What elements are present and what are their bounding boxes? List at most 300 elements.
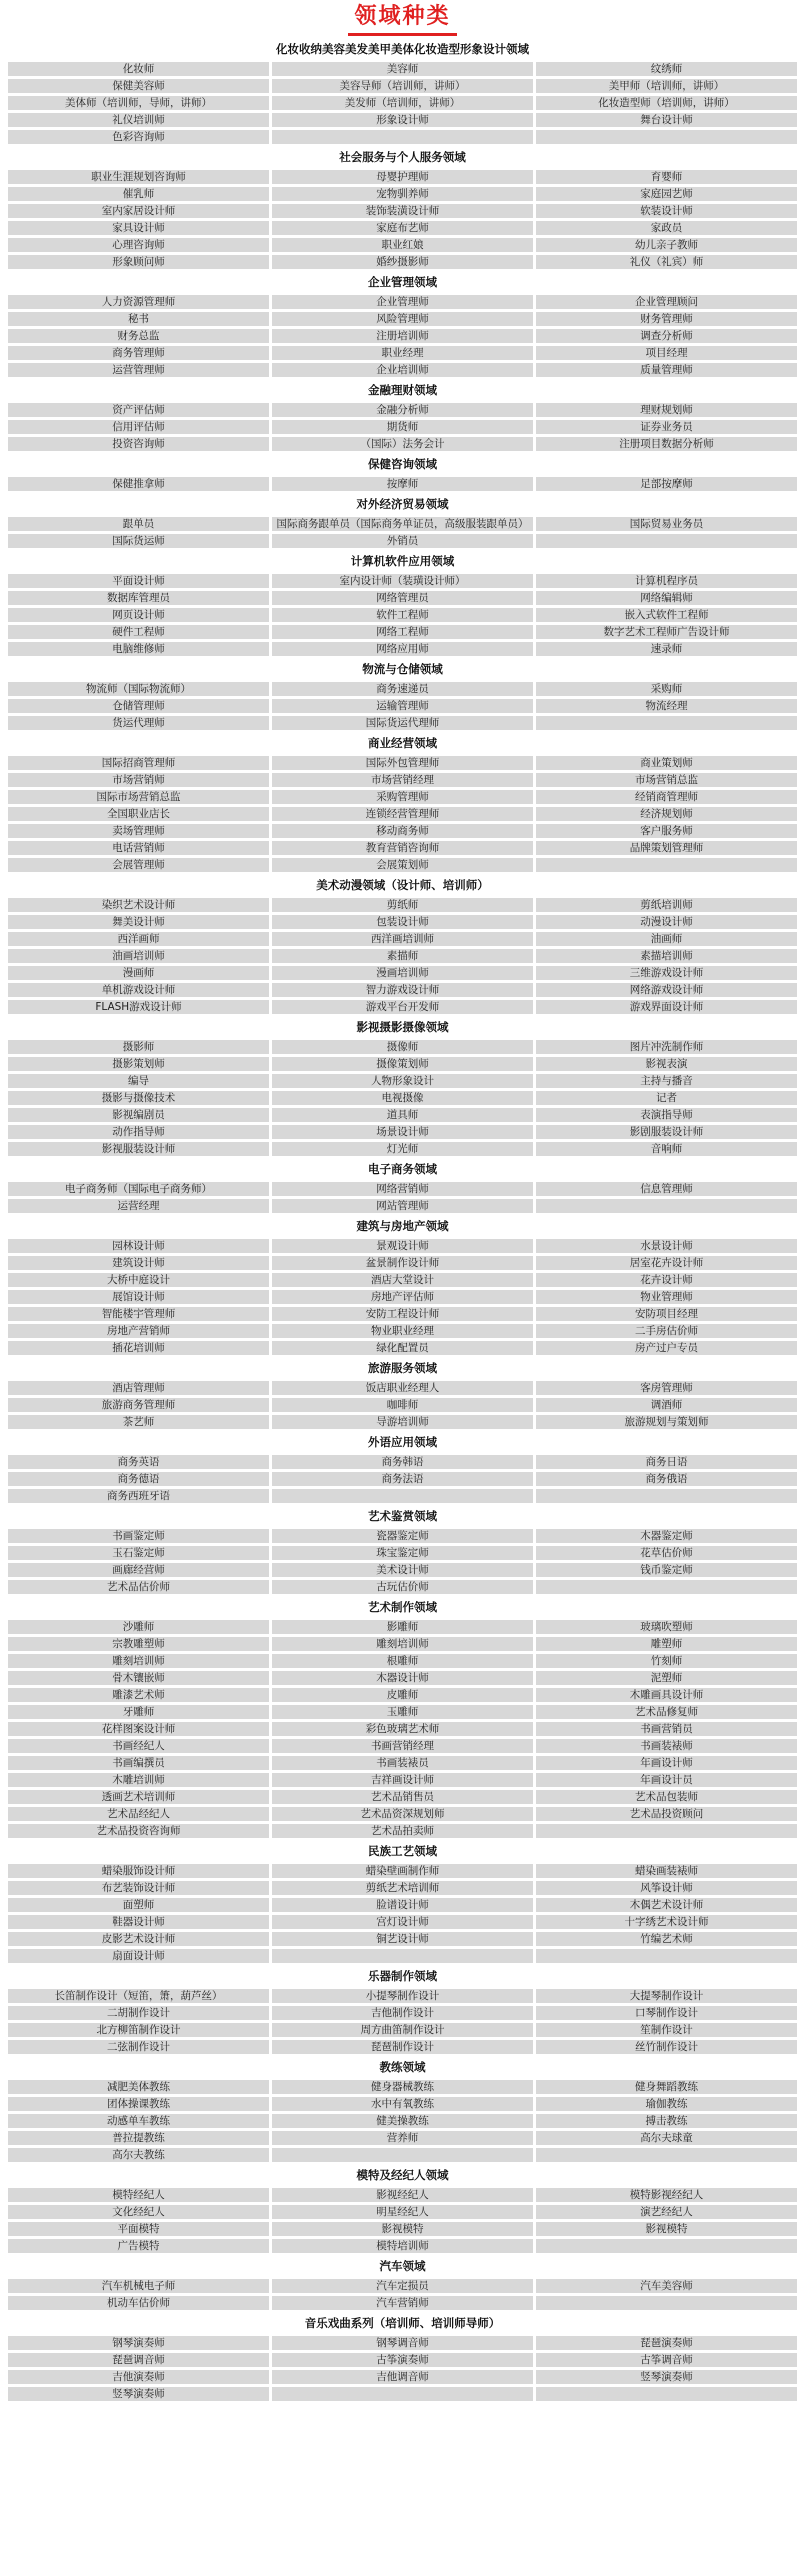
table-cell: 化妆师 [8,62,269,76]
table-cell [272,130,533,144]
table-cell [536,1489,797,1503]
table-cell: 吉祥画设计师 [272,1773,533,1787]
table-cell: 采购师 [536,682,797,696]
table-cell: 油画培训师 [8,949,269,963]
table-cell: 风筝设计师 [536,1881,797,1895]
table-cell: 艺术品拍卖师 [272,1824,533,1838]
table-cell: 信息管理师 [536,1182,797,1196]
table-cell: 婚纱摄影师 [272,255,533,269]
table-cell: 模特经纪人 [8,2188,269,2202]
table-cell: 导游培训师 [272,1415,533,1429]
section-header: 艺术制作领域 [8,1597,797,1617]
table-row [8,1932,797,1946]
table-row [8,130,797,144]
table-cell: 运输管理师 [272,699,533,713]
table-row [8,2205,797,2219]
table-cell: 漫画培训师 [272,966,533,980]
table-cell: 口琴制作设计 [536,2006,797,2020]
section-header: 音乐戏曲系列（培训师、培训师导师） [8,2313,797,2333]
table-cell: 琵琶调音师 [8,2353,269,2367]
table-cell: 剪纸艺术培训师 [272,1881,533,1895]
table-row [8,1324,797,1338]
table-cell: 汽车营销师 [272,2296,533,2310]
table-cell: 调酒师 [536,1398,797,1412]
table-cell: 财务管理师 [536,312,797,326]
table-cell: 摄像师 [272,1040,533,1054]
table-cell: 健身舞蹈教练 [536,2080,797,2094]
table-cell: 琵琶演奏师 [536,2336,797,2350]
table-cell: 音响师 [536,1142,797,1156]
table-cell: 心理咨询师 [8,238,269,252]
table-cell: 财务总监 [8,329,269,343]
section-header-row [8,454,797,474]
table-row [8,574,797,588]
table-cell: 安防工程设计师 [272,1307,533,1321]
table-row [8,2222,797,2236]
table-row [8,295,797,309]
table-cell: 布艺装饰设计师 [8,1881,269,1895]
table-cell: 证券业务员 [536,420,797,434]
table-cell: 平面模特 [8,2222,269,2236]
table-row [8,1722,797,1736]
table-cell: 国际市场营销总监 [8,790,269,804]
section-header-row [8,1358,797,1378]
table-cell: 大桥中庭设计 [8,1273,269,1287]
table-cell: 模特培训师 [272,2239,533,2253]
table-cell: 绿化配置员 [272,1341,533,1355]
table-row [8,1290,797,1304]
section-header-row [8,2313,797,2333]
table-cell: 市场营销总监 [536,773,797,787]
table-cell: 宠物驯养师 [272,187,533,201]
table-cell: 古筝调音师 [536,2353,797,2367]
table-row [8,170,797,184]
table-row [8,1398,797,1412]
table-cell: 项目经理 [536,346,797,360]
table-cell: 居室花卉设计师 [536,1256,797,1270]
table-cell: 运营经理 [8,1199,269,1213]
table-cell: 年画设计师 [536,1756,797,1770]
table-row [8,983,797,997]
table-cell: 注册培训师 [272,329,533,343]
table-cell: 资产评估师 [8,403,269,417]
table-cell: 艺术品包装师 [536,1790,797,1804]
table-cell: 咖啡师 [272,1398,533,1412]
table-cell: 催乳师 [8,187,269,201]
table-cell: 影雕师 [272,1620,533,1634]
table-cell: 职业红娘 [272,238,533,252]
table-cell: 平面设计师 [8,574,269,588]
table-cell: 吉他演奏师 [8,2370,269,2384]
table-cell: 艺术品估价师 [8,1580,269,1594]
table-row [8,329,797,343]
table-cell: 琵琶制作设计 [272,2040,533,2054]
table-row [8,1790,797,1804]
table-cell: 茶艺师 [8,1415,269,1429]
table-cell: 物业管理师 [536,1290,797,1304]
table-cell: 西洋画师 [8,932,269,946]
table-cell: 吉他制作设计 [272,2006,533,2020]
table-cell: 沙雕师 [8,1620,269,1634]
section-header-row [8,1159,797,1179]
table-cell: 软件工程师 [272,608,533,622]
section-header-row [8,1432,797,1452]
table-cell: 连锁经营管理师 [272,807,533,821]
table-cell: 注册项目数据分析师 [536,437,797,451]
table-cell: 商务西班牙语 [8,1489,269,1503]
table-cell: 艺术品资深规划师 [272,1807,533,1821]
table-cell: 盆景制作设计师 [272,1256,533,1270]
table-cell: 古筝演奏师 [272,2353,533,2367]
table-cell: 骨木镶嵌师 [8,1671,269,1685]
section-header: 外语应用领域 [8,1432,797,1452]
table-row [8,1864,797,1878]
table-cell: 素描培训师 [536,949,797,963]
table-cell: 道具师 [272,1108,533,1122]
table-cell: 二弦制作设计 [8,2040,269,2054]
table-cell: 雕漆艺术师 [8,1688,269,1702]
table-cell [536,1199,797,1213]
table-row [8,1040,797,1054]
table-cell: 影视经纪人 [272,2188,533,2202]
section-header: 保健咨询领域 [8,454,797,474]
table-cell: 搏击教练 [536,2114,797,2128]
table-cell: 摄影与摄像技术 [8,1091,269,1105]
table-cell: 家庭布艺师 [272,221,533,235]
table-cell: 包装设计师 [272,915,533,929]
table-cell: 高尔夫教练 [8,2148,269,2162]
table-row [8,534,797,548]
table-row [8,807,797,821]
table-cell: 艺术品经纪人 [8,1807,269,1821]
table-cell: 金融分析师 [272,403,533,417]
table-cell: 花草估价师 [536,1546,797,1560]
table-cell: 钢琴演奏师 [8,2336,269,2350]
table-cell: 营养师 [272,2131,533,2145]
table-cell: 彩色玻璃艺术师 [272,1722,533,1736]
table-cell: 水中有氧教练 [272,2097,533,2111]
table-cell: 模特影视经纪人 [536,2188,797,2202]
table-cell: 书画营销经理 [272,1739,533,1753]
table-cell: 商务管理师 [8,346,269,360]
section-header: 影视摄影摄像领域 [8,1017,797,1037]
table-cell: 酒店管理师 [8,1381,269,1395]
table-row [8,2188,797,2202]
section-header-row [8,1597,797,1617]
table-cell: 美容导师（培训师，讲师） [272,79,533,93]
section-header: 汽车领域 [8,2256,797,2276]
table-cell: 花样图案设计师 [8,1722,269,1736]
table-cell: 演艺经纪人 [536,2205,797,2219]
table-cell: 电话营销师 [8,841,269,855]
table-cell: 形象顾问师 [8,255,269,269]
section-header-row [8,1216,797,1236]
section-header: 电子商务领域 [8,1159,797,1179]
table-cell: 网络营销师 [272,1182,533,1196]
table-cell: 蜡染服饰设计师 [8,1864,269,1878]
section-header-row [8,2256,797,2276]
table-row [8,1881,797,1895]
table-row [8,1307,797,1321]
table-cell: 书画营销员 [536,1722,797,1736]
table-cell: 剪纸师 [272,898,533,912]
table-cell: 机动车估价师 [8,2296,269,2310]
section-header-row [8,380,797,400]
table-row [8,221,797,235]
table-cell: 计算机程序员 [536,574,797,588]
table-cell: 主持与播音 [536,1074,797,1088]
table-cell: 雕刻培训师 [272,1637,533,1651]
table-cell: 健美操教练 [272,2114,533,2128]
table-cell: 商务速递员 [272,682,533,696]
table-cell: 瑜伽教练 [536,2097,797,2111]
table-row [8,1142,797,1156]
table-cell: 硬件工程师 [8,625,269,639]
table-cell: 物业职业经理 [272,1324,533,1338]
section-header-row [8,1966,797,1986]
table-cell: 宗教雕塑师 [8,1637,269,1651]
section-header: 化妆收纳美容美发美甲美体化妆造型形象设计领域 [8,39,797,59]
table-row [8,238,797,252]
table-row [8,1455,797,1469]
table-cell: 货运代理师 [8,716,269,730]
table-cell: 家庭园艺师 [536,187,797,201]
section-header-row [8,1841,797,1861]
table-cell: 玉石鉴定师 [8,1546,269,1560]
table-cell: 数字艺术工程师广告设计师 [536,625,797,639]
table-cell: 宫灯设计师 [272,1915,533,1929]
section-header-row [8,2165,797,2185]
table-cell: 全国职业店长 [8,807,269,821]
table-cell: （国际）法务会计 [272,437,533,451]
table-cell: 企业培训师 [272,363,533,377]
table-cell: 场景设计师 [272,1125,533,1139]
table-cell: 钢琴调音师 [272,2336,533,2350]
table-cell: 人力资源管理师 [8,295,269,309]
table-cell: 影视模特 [272,2222,533,2236]
table-row [8,62,797,76]
table-cell: 按摩师 [272,477,533,491]
table-cell: 房地产评估师 [272,1290,533,1304]
table-cell: 商务韩语 [272,1455,533,1469]
table-row [8,2040,797,2054]
table-row [8,477,797,491]
section-header: 建筑与房地产领域 [8,1216,797,1236]
table-cell: 瓷器鉴定师 [272,1529,533,1543]
section-header-row [8,1506,797,1526]
table-cell: 保健推拿师 [8,477,269,491]
table-cell: 人物形象设计 [272,1074,533,1088]
table-cell: 书画编撰员 [8,1756,269,1770]
table-row [8,591,797,605]
table-cell: 企业管理顾问 [536,295,797,309]
table-cell: 商务日语 [536,1455,797,1469]
table-cell: 网络编辑师 [536,591,797,605]
table-cell: 素描师 [272,949,533,963]
table-cell: 舞美设计师 [8,915,269,929]
table-cell [536,1949,797,1963]
table-cell: 雕塑师 [536,1637,797,1651]
table-cell: 移动商务师 [272,824,533,838]
table-row [8,2387,797,2401]
table-row [8,824,797,838]
table-cell: 影视模特 [536,2222,797,2236]
table-cell: 面塑师 [8,1898,269,1912]
table-cell: 客房管理师 [536,1381,797,1395]
table-row [8,949,797,963]
table-row [8,403,797,417]
table-cell: 数据库管理员 [8,591,269,605]
section-header-row [8,551,797,571]
section-header: 物流与仓储领域 [8,659,797,679]
table-row [8,2353,797,2367]
title-area [0,0,805,36]
table-cell: 小提琴制作设计 [272,1989,533,2003]
table-row [8,716,797,730]
table-cell: 插花培训师 [8,1341,269,1355]
table-row [8,858,797,872]
table-row [8,1108,797,1122]
table-cell: 教育营销咨询师 [272,841,533,855]
table-cell: 汽车美容师 [536,2279,797,2293]
table-cell: 艺术品投资咨询师 [8,1824,269,1838]
table-cell: 木雕培训师 [8,1773,269,1787]
table-cell: 速录师 [536,642,797,656]
table-cell: 钱币鉴定师 [536,1563,797,1577]
table-row [8,1739,797,1753]
table-cell: 酒店大堂设计 [272,1273,533,1287]
page-title: 领域种类 [348,2,456,36]
table-cell: 年画设计员 [536,1773,797,1787]
table-cell: 笙制作设计 [536,2023,797,2037]
table-cell: 吉他调音师 [272,2370,533,2384]
table-cell [272,1489,533,1503]
table-row [8,2023,797,2037]
table-cell: 饭店职业经理人 [272,1381,533,1395]
table-cell: 动感单车教练 [8,2114,269,2128]
table-cell: 竖琴演奏师 [8,2387,269,2401]
table-cell: 家政员 [536,221,797,235]
table-cell: 脸谱设计师 [272,1898,533,1912]
table-row [8,2239,797,2253]
table-cell: 北方柳笛制作设计 [8,2023,269,2037]
table-cell: 品牌策划管理师 [536,841,797,855]
table-cell: 会展管理师 [8,858,269,872]
table-cell: 花卉设计师 [536,1273,797,1287]
table-row [8,1000,797,1014]
table-cell: 国际招商管理师 [8,756,269,770]
table-cell: 古玩估价师 [272,1580,533,1594]
table-row [8,790,797,804]
table-cell: 色彩咨询师 [8,130,269,144]
table-cell: 室内设计师（装璜设计师） [272,574,533,588]
section-header: 美术动漫领域（设计师、培训师） [8,875,797,895]
table-cell: 礼仪（礼宾）师 [536,255,797,269]
table-cell: 运营管理师 [8,363,269,377]
table-row [8,1563,797,1577]
table-cell: 智力游戏设计师 [272,983,533,997]
table-row [8,756,797,770]
table-cell: 房产过户专员 [536,1341,797,1355]
table-cell: 景观设计师 [272,1239,533,1253]
table-cell: 书画经纪人 [8,1739,269,1753]
table-cell [536,130,797,144]
table-row [8,932,797,946]
table-cell: 风险管理师 [272,312,533,326]
table-row [8,346,797,360]
table-row [8,1915,797,1929]
section-header: 模特及经纪人领域 [8,2165,797,2185]
table-row [8,1273,797,1287]
table-cell: 卖场管理师 [8,824,269,838]
table-cell: 市场营销经理 [272,773,533,787]
section-header: 教练领域 [8,2057,797,2077]
table-cell: 艺术品投资顾问 [536,1807,797,1821]
table-cell [272,1949,533,1963]
table-row [8,2114,797,2128]
table-cell: 安防项目经理 [536,1307,797,1321]
table-row [8,1489,797,1503]
table-row [8,420,797,434]
table-cell: 艺术品销售员 [272,1790,533,1804]
table-cell: 二手房估价师 [536,1324,797,1338]
table-cell: 影视编剧员 [8,1108,269,1122]
table-cell: 动漫设计师 [536,915,797,929]
table-cell: 理财规划师 [536,403,797,417]
table-cell: 大提琴制作设计 [536,1989,797,2003]
table-cell: 网络应用师 [272,642,533,656]
table-row [8,1989,797,2003]
table-cell: 秘书 [8,312,269,326]
table-row [8,255,797,269]
table-cell: 影视表演 [536,1057,797,1071]
table-cell: 画廊经营师 [8,1563,269,1577]
section-header-row [8,2057,797,2077]
table-row [8,1756,797,1770]
section-header: 计算机软件应用领域 [8,551,797,571]
table-row [8,1074,797,1088]
table-cell: 根雕师 [272,1654,533,1668]
table-cell: 国际货运师 [8,534,269,548]
table-cell: 竖琴演奏师 [536,2370,797,2384]
section-header: 民族工艺领域 [8,1841,797,1861]
table-row [8,2148,797,2162]
table-cell: 幼儿亲子教师 [536,238,797,252]
table-cell: 蜡染壁画制作师 [272,1864,533,1878]
table-cell: 期货师 [272,420,533,434]
table-row [8,915,797,929]
table-row [8,1239,797,1253]
table-cell [536,2148,797,2162]
table-cell: 木偶艺术设计师 [536,1898,797,1912]
table-cell: 书画鉴定师 [8,1529,269,1543]
table-row [8,1807,797,1821]
table-cell: 皮雕师 [272,1688,533,1702]
section-header-row [8,147,797,167]
table-cell: 育婴师 [536,170,797,184]
section-header-row [8,875,797,895]
table-cell: 竹编艺术师 [536,1932,797,1946]
table-cell: 木雕画具设计师 [536,1688,797,1702]
table-cell: 母婴护理师 [272,170,533,184]
table-cell: 普拉提教练 [8,2131,269,2145]
table-cell [272,2148,533,2162]
table-cell: 艺术品修复师 [536,1705,797,1719]
table-cell: 长笛制作设计（短笛，箫，葫芦丝） [8,1989,269,2003]
table-cell: 商务英语 [8,1455,269,1469]
table-row [8,1688,797,1702]
table-cell [536,1824,797,1838]
